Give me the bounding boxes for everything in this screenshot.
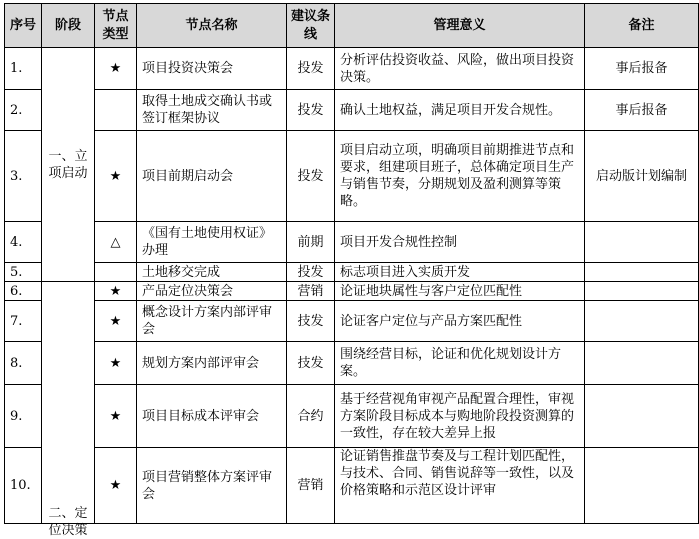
node-name: 《国有土地使用权证》办理 <box>137 222 287 263</box>
suggested-line: 投发 <box>287 263 335 282</box>
table-row <box>5 282 699 301</box>
remark <box>585 301 699 342</box>
node-type-star-icon: ★ <box>95 448 137 524</box>
remark: 事后报备 <box>585 90 699 131</box>
management-meaning: 基于经营视角审视产品配置合理性，审视方案阶段目标成本与购地阶段投资测算的一致性，存在较大差异上报 <box>335 385 585 448</box>
node-name: 土地移交完成 <box>137 263 287 282</box>
node-name: 项目前期启动会 <box>137 131 287 222</box>
node-type-star-icon: ★ <box>95 48 137 90</box>
node-type-star-icon: ★ <box>95 385 137 448</box>
row-no: 7. <box>5 301 42 342</box>
row-no: 9. <box>5 385 42 448</box>
remark <box>585 342 699 385</box>
node-type-star-icon: ★ <box>95 342 137 385</box>
suggested-line: 合约 <box>287 385 335 448</box>
suggested-line: 投发 <box>287 131 335 222</box>
management-meaning: 项目开发合规性控制 <box>335 222 585 263</box>
suggested-line: 投发 <box>287 48 335 90</box>
node-name: 产品定位决策会 <box>137 282 287 301</box>
node-name: 规划方案内部评审会 <box>137 342 287 385</box>
suggested-line: 营销 <box>287 282 335 301</box>
suggested-line: 投发 <box>287 90 335 131</box>
management-meaning: 论证客户定位与产品方案匹配性 <box>335 301 585 342</box>
table-row <box>5 385 699 448</box>
node-type <box>95 90 137 131</box>
remark <box>585 222 699 263</box>
table-row <box>5 301 699 342</box>
node-name: 项目营销整体方案评审会 <box>137 448 287 524</box>
suggested-line: 前期 <box>287 222 335 263</box>
management-meaning: 分析评估投资收益、风险，做出项目投资决策。 <box>335 48 585 90</box>
suggested-line: 营销 <box>287 448 335 524</box>
row-no: 8. <box>5 342 42 385</box>
header-row <box>5 4 699 48</box>
header-type: 节点类型 <box>95 4 137 48</box>
node-type-star-icon: ★ <box>95 282 137 301</box>
management-meaning: 围绕经营目标，论证和优化规划设计方案。 <box>335 342 585 385</box>
row-no: 1. <box>5 48 42 90</box>
management-meaning: 论证销售推盘节奏及与工程计划匹配性，与技术、合同、销售说辞等一致性，以及价格策略和示范区设计评审 <box>335 448 585 524</box>
header-meaning: 管理意义 <box>335 4 585 48</box>
header-stage: 阶段 <box>42 4 95 48</box>
row-no: 6. <box>5 282 42 301</box>
table-row <box>5 90 699 131</box>
row-no: 4. <box>5 222 42 263</box>
node-type-triangle-icon: △ <box>95 222 137 263</box>
node-type-star-icon: ★ <box>95 301 137 342</box>
node-type-star-icon: ★ <box>95 131 137 222</box>
stage-label-2: 二、定位决策 <box>48 506 88 538</box>
header-name: 节点名称 <box>137 4 287 48</box>
suggested-line: 技发 <box>287 301 335 342</box>
remark <box>585 448 699 524</box>
management-meaning: 确认土地权益，满足项目开发合规性。 <box>335 90 585 131</box>
row-no: 5. <box>5 263 42 282</box>
node-name: 概念设计方案内部评审会 <box>137 301 287 342</box>
header-no: 序号 <box>5 4 42 48</box>
management-meaning: 论证地块属性与客户定位匹配性 <box>335 282 585 301</box>
remark <box>585 263 699 282</box>
suggested-line: 技发 <box>287 342 335 385</box>
node-type <box>95 263 137 282</box>
row-no: 2. <box>5 90 42 131</box>
stage-cell-1: 一、立项启动 <box>42 48 95 282</box>
node-table <box>4 3 699 538</box>
table-row <box>5 342 699 385</box>
remark <box>585 282 699 301</box>
management-meaning: 标志项目进入实质开发 <box>335 263 585 282</box>
row-no: 3. <box>5 131 42 222</box>
table-row <box>5 448 699 524</box>
remark: 启动版计划编制 <box>585 131 699 222</box>
header-line: 建议条线 <box>287 4 335 48</box>
stage-cell-2 <box>42 282 95 538</box>
table-row <box>5 48 699 90</box>
remark <box>585 385 699 448</box>
table-row <box>5 131 699 222</box>
table-row <box>5 222 699 263</box>
remark: 事后报备 <box>585 48 699 90</box>
node-name: 取得土地成交确认书或签订框架协议 <box>137 90 287 131</box>
table-row <box>5 263 699 282</box>
node-name: 项目投资决策会 <box>137 48 287 90</box>
header-note: 备注 <box>585 4 699 48</box>
node-name: 项目目标成本评审会 <box>137 385 287 448</box>
management-meaning: 项目启动立项，明确项目前期推进节点和要求，组建项目班子，总体确定项目生产与销售节奏，分期规划及盈利测算等策略。 <box>335 131 585 222</box>
row-no: 10. <box>5 448 42 524</box>
